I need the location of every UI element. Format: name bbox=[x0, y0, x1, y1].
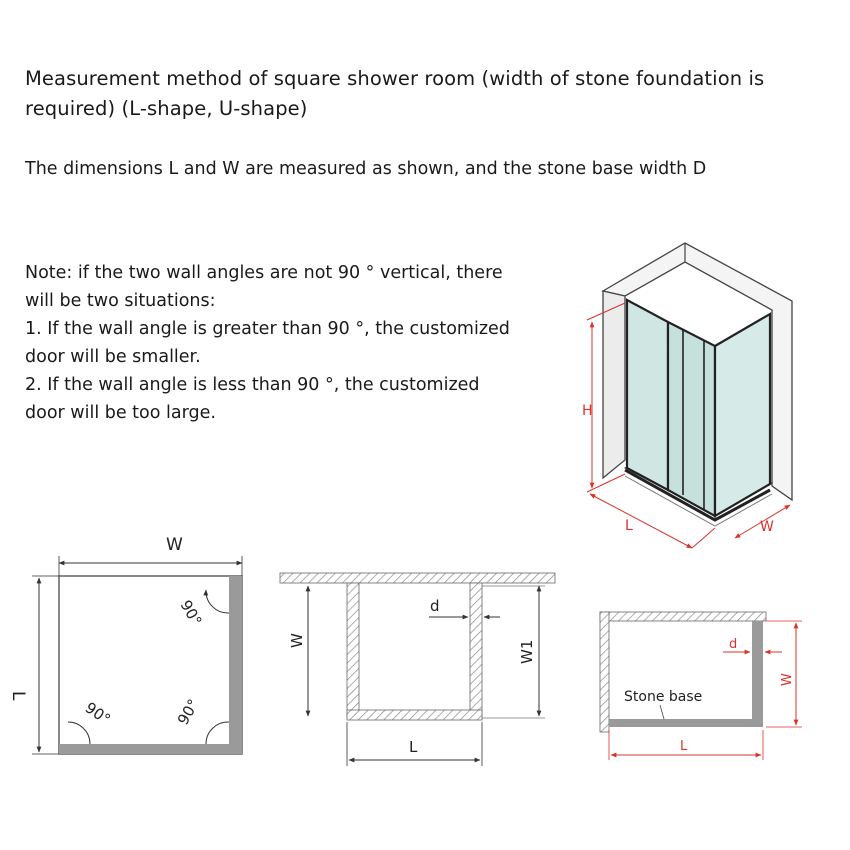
u-length-label: L bbox=[409, 738, 418, 756]
note-line: door will be smaller. bbox=[25, 347, 201, 367]
square-width-label: W bbox=[166, 535, 183, 555]
l-stone-label: d bbox=[729, 637, 738, 652]
height-label: H bbox=[582, 403, 593, 419]
dimensions-description: The dimensions L and W are measured as shown, and the stone base width D bbox=[25, 159, 707, 179]
l-length-label: L bbox=[680, 739, 688, 754]
shower-enclosure-iso-diagram bbox=[582, 243, 792, 548]
square-plan-diagram bbox=[8, 535, 242, 754]
u-shape-plan-diagram bbox=[280, 573, 555, 766]
width-label: W bbox=[760, 519, 774, 535]
note-line: Note: if the two wall angles are not 90 ° vertical, there bbox=[25, 263, 503, 283]
u-width1-label: W1 bbox=[518, 639, 536, 664]
l-shape-plan-diagram bbox=[600, 612, 802, 760]
angle-label: 90° bbox=[81, 698, 114, 729]
note-line: 1. If the wall angle is greater than 90 °, the customized bbox=[25, 319, 510, 339]
u-stone-label: d bbox=[430, 597, 440, 615]
note-line: will be two situations: bbox=[25, 291, 216, 311]
angle-label: 90° bbox=[173, 695, 203, 728]
angle-label: 90° bbox=[176, 597, 206, 630]
u-width-label: W bbox=[288, 633, 306, 648]
page-title: Measurement method of square shower room (width of stone foundation is required) (L-shape, U-shape) bbox=[25, 67, 765, 120]
note-line: door will be too large. bbox=[25, 403, 216, 423]
note-line: 2. If the wall angle is less than 90 °, the customized bbox=[25, 375, 480, 395]
l-width-label: W bbox=[780, 673, 795, 686]
length-label: L bbox=[625, 518, 633, 534]
square-length-label: L bbox=[8, 691, 28, 701]
stone-base-label: Stone base bbox=[624, 689, 703, 705]
